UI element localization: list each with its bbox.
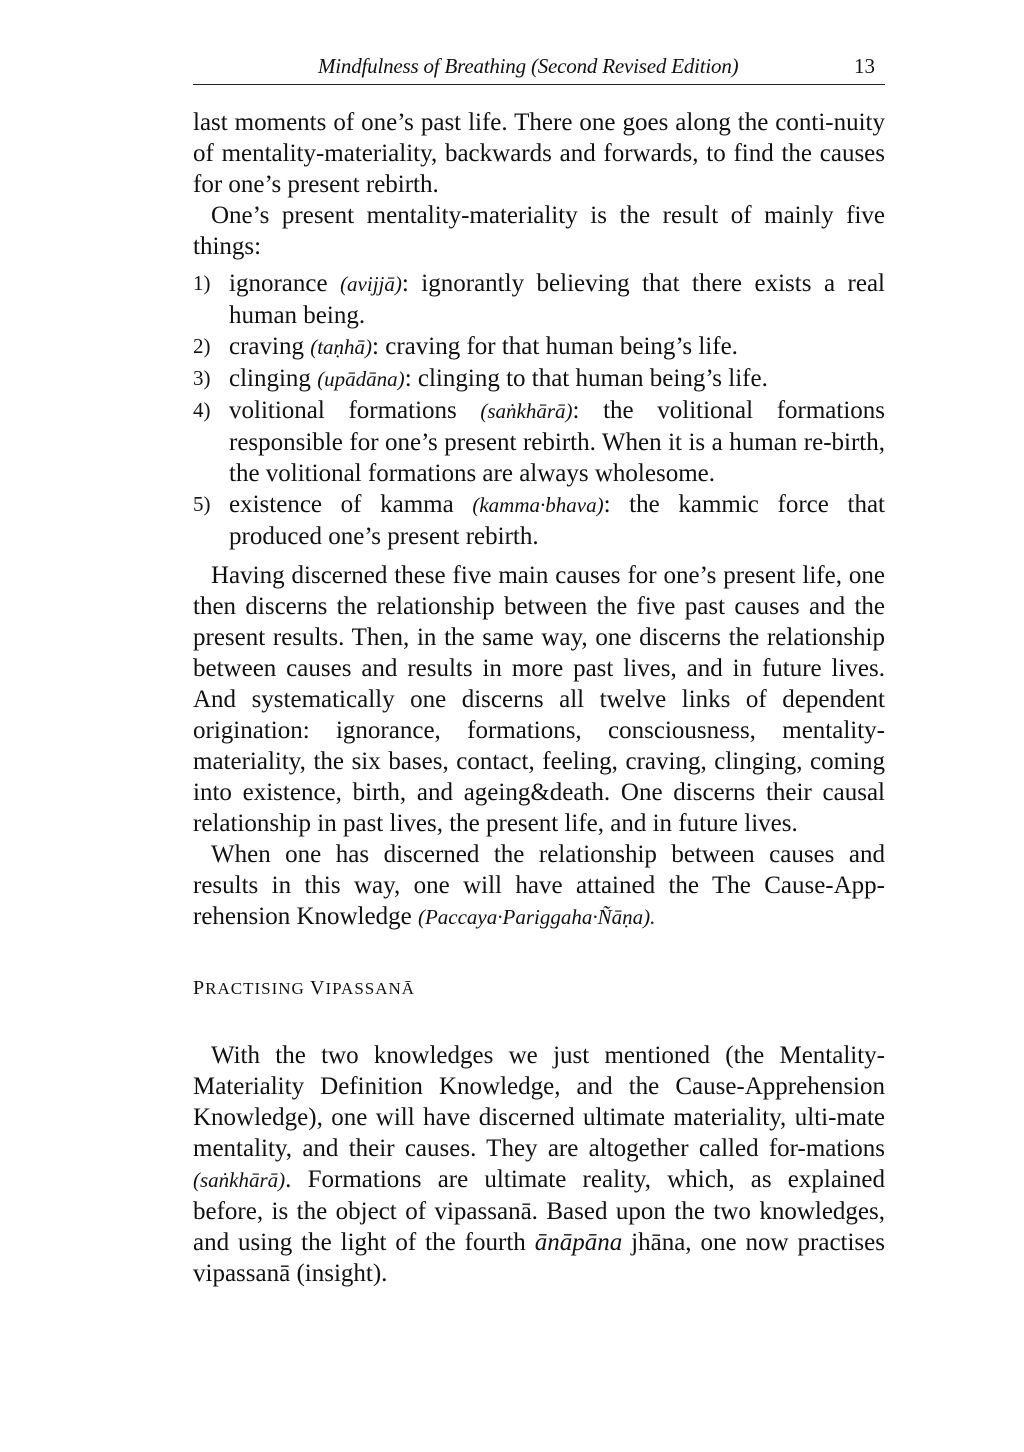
heading-word: IPASSANĀ <box>325 979 416 998</box>
pali-term: (taṇhā) <box>310 335 373 359</box>
list-description: : the kammic force that produced one’s present rebirth. <box>229 491 885 550</box>
heading-initial: P <box>193 977 206 999</box>
list-description: : clinging to that human being’s life. <box>404 365 768 392</box>
list-item <box>193 363 885 395</box>
list-description: : craving for that human being’s life. <box>372 333 738 360</box>
running-header <box>193 52 885 85</box>
paragraph-5-text: . Formations are ultimate reality, which, as explained before, is the object of vipassanā. Based upon the two knowledges, and using the light of the fourth <box>193 1166 885 1256</box>
list-description: : ignorantly believing that there exists a real human being. <box>229 270 885 329</box>
pali-term: (saṅkhārā) <box>480 399 573 423</box>
heading-word: RACTISING <box>205 979 305 998</box>
list-item <box>193 395 885 489</box>
paragraph-1: last moments of one’s past life. There one goes along the conti-nuity of mentality-materiality, backwards and forwards, to find the causes for one’s present rebirth. <box>193 109 885 198</box>
paragraph-5 <box>193 1040 885 1289</box>
pali-term: (Paccaya·Pariggaha·Ñāṇa). <box>417 905 656 929</box>
list-item <box>193 268 885 331</box>
paragraph-4-text: When one has discerned the relationship between causes and results in this way, one will have attained the The Cause-App-rehension Knowledge <box>193 841 885 930</box>
list-term: volitional formations <box>229 397 457 424</box>
body-text <box>193 107 885 1289</box>
heading-initial: V <box>310 977 326 999</box>
pali-term: (avijjā) <box>340 272 402 296</box>
running-title: Mindfulness of Breathing (Second Revised Edition) <box>318 54 739 78</box>
paragraph-2: One’s present mentality-materiality is the result of mainly five things: <box>193 202 885 260</box>
list-number: 4) <box>193 398 211 422</box>
paragraph-5-text: With the two knowledges we just mentioned (the Mentality-Materiality Definition Knowledge, and the Cause-Apprehension Knowledge), one will have discerned ultimate materiality, ulti-mate mentality, and their causes. They are altogether called for-mations <box>193 1042 885 1162</box>
list-item <box>193 489 885 552</box>
page-number: 13 <box>854 54 875 78</box>
list-number: 3) <box>193 366 211 390</box>
book-page <box>193 52 885 1289</box>
paragraph-5-text: jhāna, one now practises vipassanā (insight). <box>193 1229 885 1287</box>
list-item <box>193 331 885 363</box>
pali-term: (kamma·bhava) <box>472 493 604 517</box>
paragraph-4 <box>193 839 885 933</box>
list-term: ignorance <box>229 270 328 297</box>
list-term: clinging <box>229 365 311 392</box>
list-number: 1) <box>193 271 211 295</box>
five-causes-list <box>193 268 885 552</box>
list-number: 2) <box>193 334 211 358</box>
list-number: 5) <box>193 492 211 516</box>
pali-term: (saṅkhārā) <box>193 1168 286 1192</box>
pali-term: (upādāna) <box>317 367 405 391</box>
paragraph-3: Having discerned these five main causes for one’s present life, one then discerns the relationship between the five past causes and the present results. Then, in the same way, one discerns the relationship between causes and results in more past lives, and in future lives. And systematically one discerns all twelve links of dependent origination: ignorance, formations, consciousness, mentality-materiality, the six bases, contact, feeling, craving, clinging, coming into existence, birth, and ageing&death. One discerns their causal relationship in past lives, the present life, and in future lives. <box>193 562 885 837</box>
list-term: craving <box>229 333 304 360</box>
list-description: : the volitional formations responsible for one’s present rebirth. When it is a human re-birth, the volitional formations are always wholesome. <box>229 397 886 487</box>
pali-term: ānāpāna <box>534 1229 623 1256</box>
section-heading <box>193 973 885 1004</box>
list-term: existence of kamma <box>229 491 454 518</box>
